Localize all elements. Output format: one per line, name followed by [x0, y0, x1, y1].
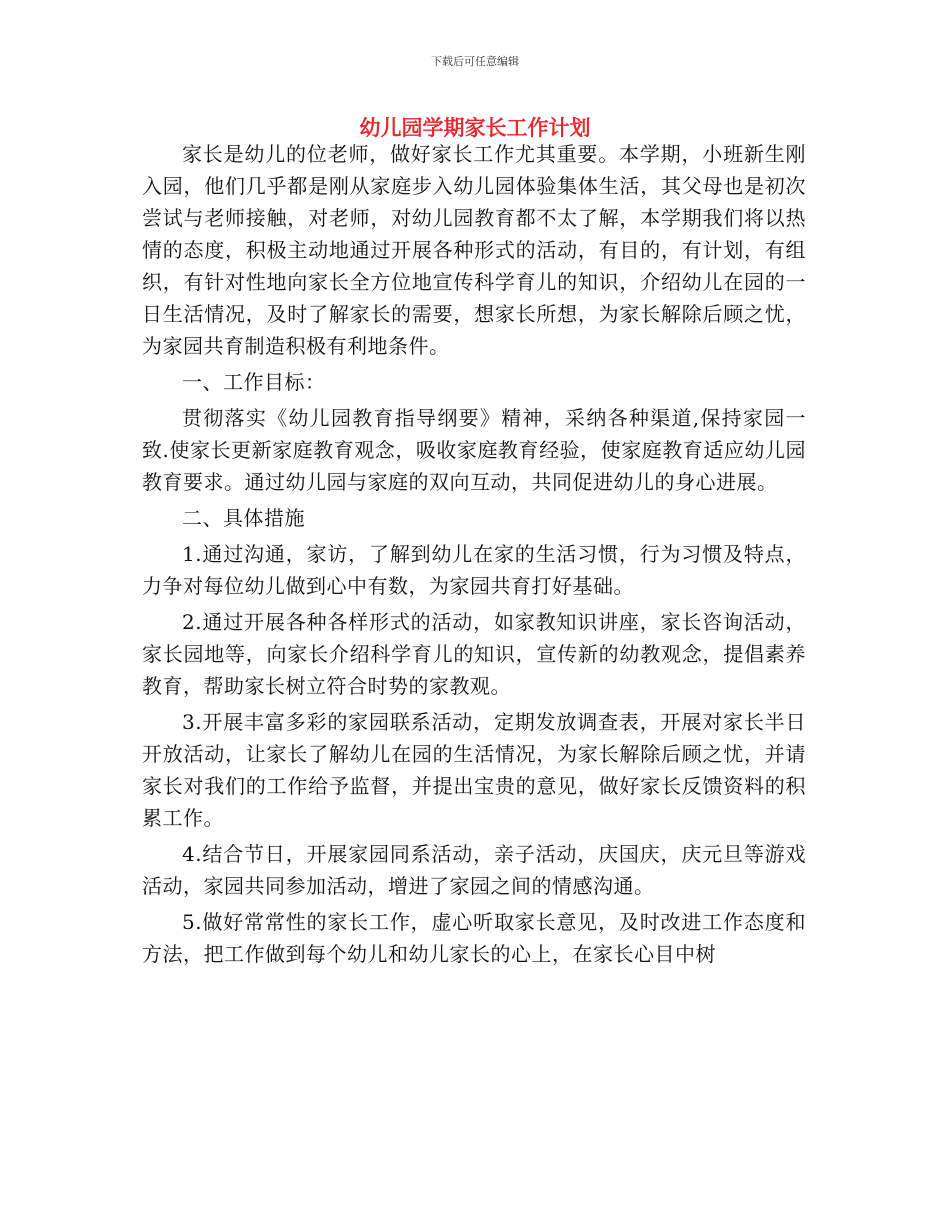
paragraph-goals: 贯彻落实《幼儿园教育指导纲要》精神，采纳各种渠道,保持家园一致.使家长更新家庭教育观念，吸收家庭教育经验，使家庭教育适应幼儿园教育要求。通过幼儿园与家庭的双向互动，共同促进幼儿的身心进展。 — [142, 406, 806, 494]
header-note: 下载后可任意编辑 — [431, 55, 519, 68]
section-heading-measures: 二、具体措施 — [182, 506, 305, 530]
paragraph-measure-3: 3.开展丰富多彩的家园联系活动，定期发放调查表，开展对家长半日开放活动，让家长了解幼儿在园的生活情况，为家长解除后顾之忧，并请家长对我们的工作给予监督，并提出宝贵的意见，做好家长反馈资料的积累工作。 — [142, 710, 806, 830]
paragraph-measure-5: 5.做好常常性的家长工作，虚心听取家长意见，及时改进工作态度和方法，把工作做到每个幼儿和幼儿家长的心上，在家长心目中树 — [142, 910, 806, 966]
paragraph-intro: 家长是幼儿的位老师，做好家长工作尤其重要。本学期，小班新生刚入园，他们几乎都是刚从家庭步入幼儿园体验集体生活，其父母也是初次尝试与老师接触，对老师，对幼儿园教育都不太了解，本学期我们将以热情的态度，积极主动地通过开展各种形式的活动，有目的，有计划，有组织，有针对性地向家长全方位地宣传科学育儿的知识，介绍幼儿在园的一日生活情况，及时了解家长的需要，想家长所想，为家长解除后顾之忧，为家园共育制造积极有利地条件。 — [142, 142, 806, 358]
document-title: 幼儿园学期家长工作计划 — [359, 116, 591, 140]
paragraph-measure-4: 4.结合节日，开展家园同系活动，亲子活动，庆国庆，庆元旦等游戏活动，家园共同参加活动，增进了家园之间的情感沟通。 — [142, 842, 806, 898]
paragraph-measure-2: 2.通过开展各种各样形式的活动，如家教知识讲座，家长咨询活动，家长园地等，向家长介绍科学育儿的知识，宣传新的幼教观念，提倡素养教育，帮助家长树立符合时势的家教观。 — [142, 610, 806, 698]
paragraph-measure-1: 1.通过沟通，家访，了解到幼儿在家的生活习惯，行为习惯及特点，力争对每位幼儿做到心中有数，为家园共育打好基础。 — [142, 542, 806, 598]
document-body — [142, 138, 806, 974]
section-heading-goals: 一、工作目标： — [182, 370, 326, 394]
